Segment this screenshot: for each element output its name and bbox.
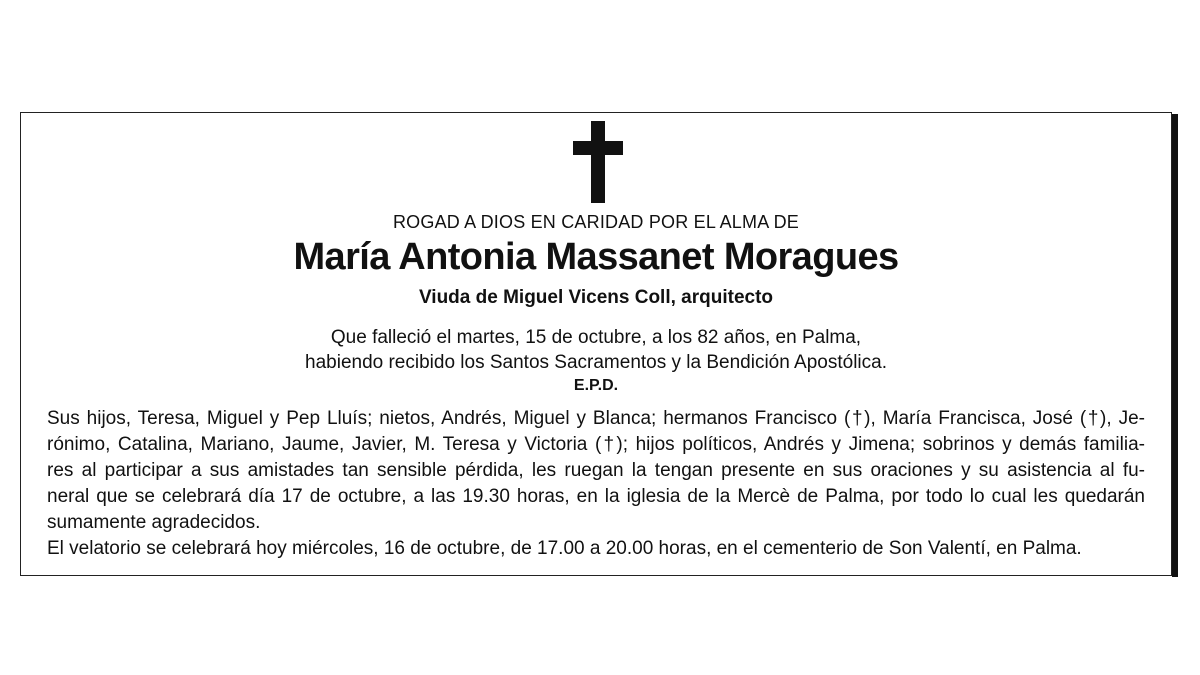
wake-info: El velatorio se celebrará hoy miércoles, 16 de octubre, de 17.00 a 20.00 horas, en el cementerio de Son Valentí, en Palma. <box>47 538 1082 559</box>
prayer-heading: ROGAD A DIOS EN CARIDAD POR EL ALMA DE <box>392 212 800 232</box>
family-line-2: rónimo, Catalina, Mariano, Jaume, Javier, M. Teresa y Victoria (†); hijos políticos, Andrés y Jimena; sobrinos y demás familia- <box>47 434 1145 455</box>
deceased-name: María Antonia Massanet Moragues <box>293 236 899 278</box>
obituary-card <box>20 112 1172 576</box>
epd-label: E.P.D. <box>573 377 619 394</box>
family-line-4: neral que se celebrará día 17 de octubre, a las 19.30 horas, en la iglesia de la Mercè de Palma, por todo lo cual les quedarán <box>47 486 1145 507</box>
latin-cross-icon <box>573 121 623 203</box>
family-line-3: res al participar a sus amistades tan sensible pérdida, les ruegan la tengan presente en sus oraciones y su asistencia al fu- <box>47 460 1145 481</box>
death-info-line-2: habiendo recibido los Santos Sacramentos y la Bendición Apostólica. <box>305 352 887 373</box>
family-line-5: sumamente agradecidos. <box>47 512 261 533</box>
widow-subtitle: Viuda de Miguel Vicens Coll, arquitecto <box>418 287 774 308</box>
card-shadow <box>1172 114 1178 577</box>
death-info-line-1: Que falleció el martes, 15 de octubre, a los 82 años, en Palma, <box>330 327 862 348</box>
family-line-1: Sus hijos, Teresa, Miguel y Pep Lluís; nietos, Andrés, Miguel y Blanca; hermanos Francisco (†), María Francisca, José (†), Je- <box>47 408 1145 429</box>
